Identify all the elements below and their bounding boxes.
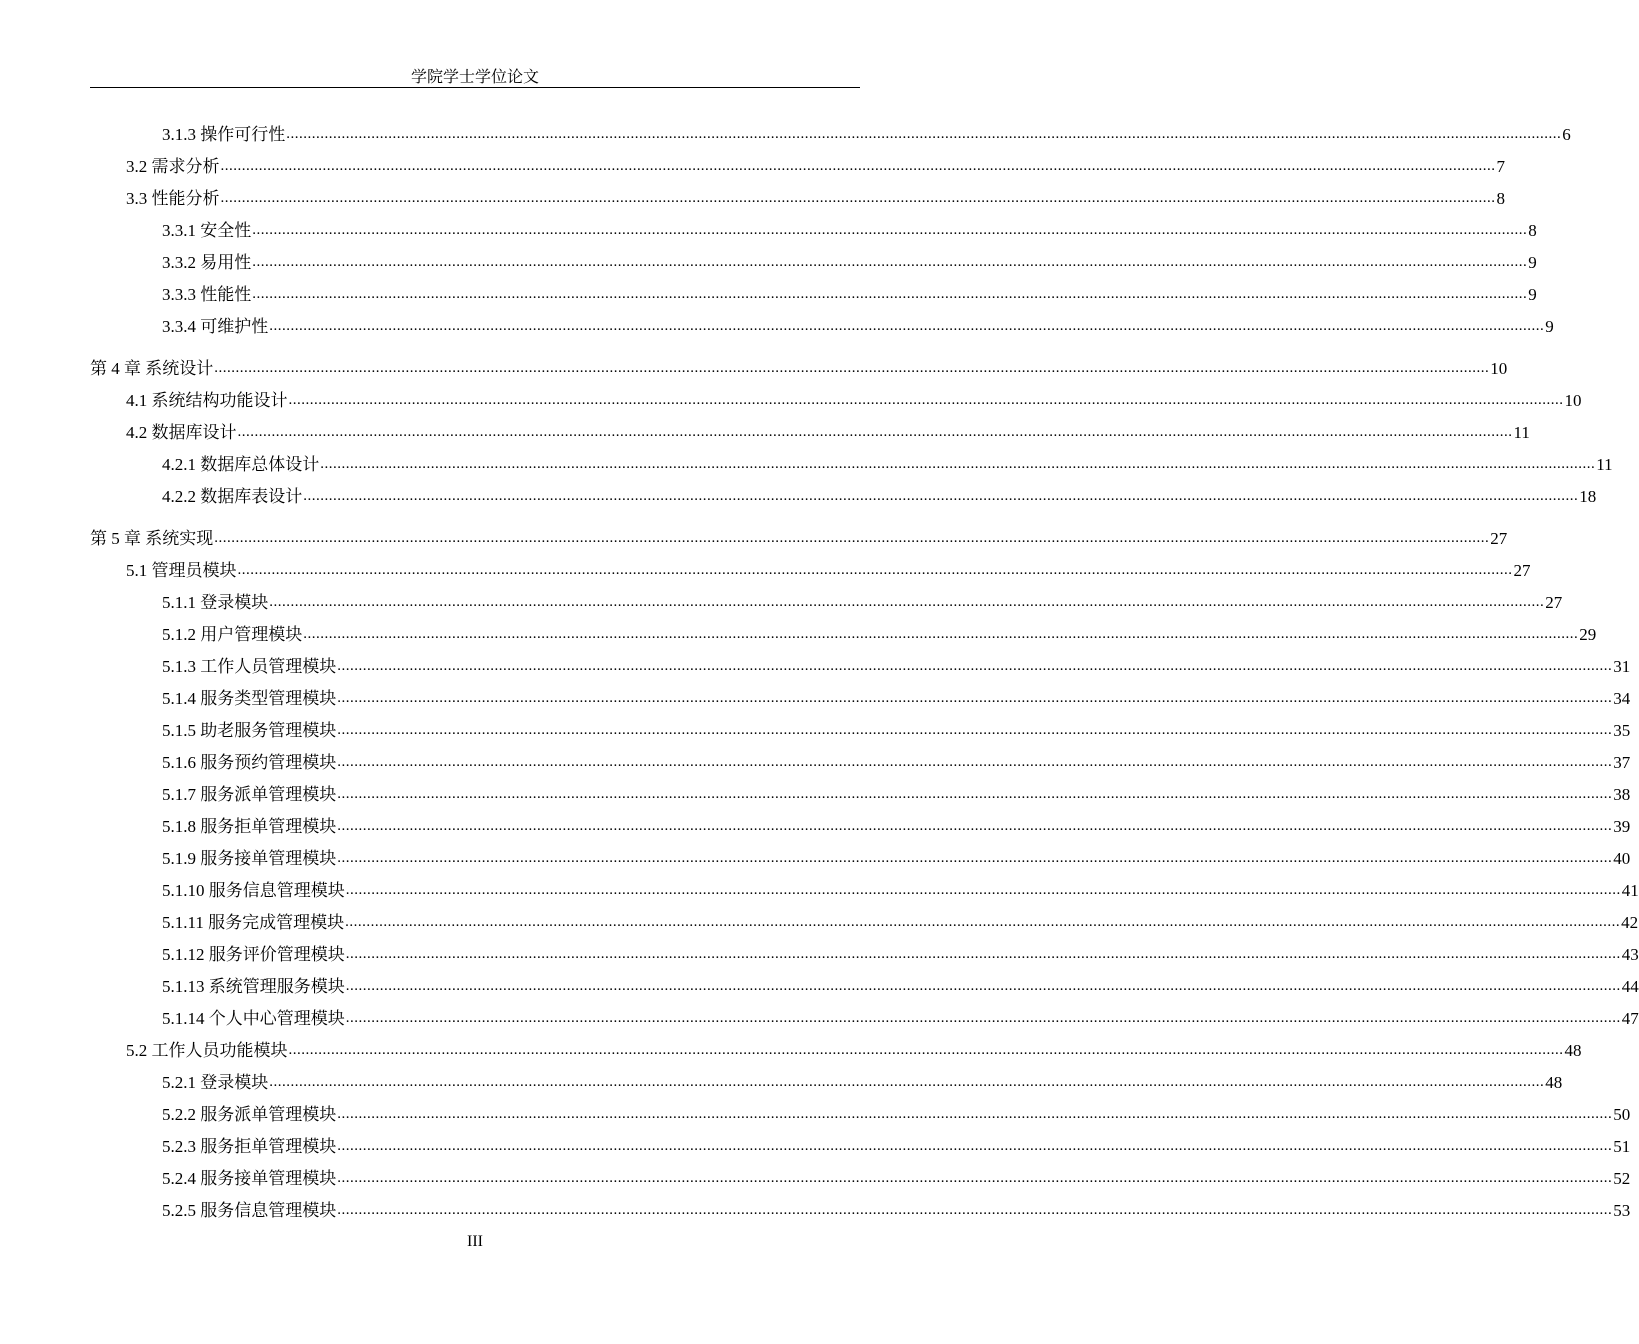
toc-entry-label: 5.1 管理员模块 <box>126 561 237 580</box>
toc-entry-label: 4.1 系统结构功能设计 <box>126 391 288 410</box>
toc-entry-page: 53 <box>1613 1201 1631 1220</box>
toc-entry[interactable] <box>90 968 1639 998</box>
toc-entry-page: 11 <box>1596 455 1613 474</box>
toc-entry-label: 3.3.1 安全性 <box>162 221 252 240</box>
toc-entry-page: 51 <box>1613 1137 1631 1156</box>
toc-entry-label: 5.2.3 服务拒单管理模块 <box>162 1137 337 1156</box>
toc-entry[interactable] <box>90 1128 1631 1158</box>
toc-entry-page: 40 <box>1613 849 1631 868</box>
toc-entry-page: 29 <box>1579 625 1597 644</box>
toc-entry-label: 3.2 需求分析 <box>126 157 220 176</box>
toc-entry[interactable] <box>90 1160 1631 1190</box>
toc-dot-leader: ............................................................................................................................................................................................................................................................................................................ <box>269 318 1545 334</box>
toc-entry-label: 5.2.1 登录模块 <box>162 1073 269 1092</box>
toc-dot-leader: ............................................................................................................................................................................................................................................................................................................ <box>345 1010 1621 1026</box>
toc-dot-leader: ............................................................................................................................................................................................................................................................................................................ <box>269 1074 1545 1090</box>
toc-entry[interactable] <box>90 148 1505 178</box>
toc-dot-leader: ............................................................................................................................................................................................................................................................................................................ <box>337 722 1613 738</box>
toc-entry-page: 10 <box>1564 391 1582 410</box>
toc-chapter-entry[interactable] <box>90 520 1508 550</box>
toc-dot-leader: ............................................................................................................................................................................................................................................................................................................ <box>345 978 1621 994</box>
toc-entry[interactable] <box>90 648 1631 678</box>
toc-entry-page: 44 <box>1621 977 1639 996</box>
toc-dot-leader: ............................................................................................................................................................................................................................................................................................................ <box>337 1202 1613 1218</box>
toc-entry-label: 3.3 性能分析 <box>126 189 220 208</box>
toc-entry[interactable] <box>90 776 1631 806</box>
toc-entry-page: 27 <box>1545 593 1563 612</box>
toc-entry-label: 3.3.3 性能性 <box>162 285 252 304</box>
toc-entry-label: 4.2 数据库设计 <box>126 423 237 442</box>
toc-entry-page: 43 <box>1621 945 1639 964</box>
toc-dot-leader: ............................................................................................................................................................................................................................................................................................................ <box>288 1042 1564 1058</box>
toc-entry[interactable] <box>90 616 1597 646</box>
toc-entry-page: 50 <box>1613 1105 1631 1124</box>
toc-dot-leader: ............................................................................................................................................................................................................................................................................................................ <box>214 530 1490 546</box>
toc-entry-page: 48 <box>1545 1073 1563 1092</box>
toc-dot-leader: ............................................................................................................................................................................................................................................................................................................ <box>252 254 1528 270</box>
header-rule <box>90 87 860 88</box>
toc-dot-leader: ............................................................................................................................................................................................................................................................................................................ <box>337 754 1613 770</box>
toc-entry-label: 5.1.5 助老服务管理模块 <box>162 721 337 740</box>
toc-entry[interactable] <box>90 276 1537 306</box>
toc-dot-leader: ............................................................................................................................................................................................................................................................................................................ <box>337 1170 1613 1186</box>
toc-entry-label: 4.2.1 数据库总体设计 <box>162 455 320 474</box>
toc-entry-page: 41 <box>1621 881 1639 900</box>
toc-entry-page: 11 <box>1513 423 1530 442</box>
toc-entry[interactable] <box>90 872 1639 902</box>
toc-entry-page: 52 <box>1613 1169 1631 1188</box>
toc-entry-page: 39 <box>1613 817 1631 836</box>
toc-dot-leader: ............................................................................................................................................................................................................................................................................................................ <box>237 424 1513 440</box>
toc-dot-leader: ............................................................................................................................................................................................................................................................................................................ <box>220 158 1496 174</box>
toc-dot-leader: ............................................................................................................................................................................................................................................................................................................ <box>286 126 1562 142</box>
toc-entry-label: 5.1.9 服务接单管理模块 <box>162 849 337 868</box>
toc-entry-page: 7 <box>1496 157 1505 176</box>
toc-dot-leader: ............................................................................................................................................................................................................................................................................................................ <box>252 286 1528 302</box>
toc-entry-page: 8 <box>1496 189 1505 208</box>
toc-dot-leader: ............................................................................................................................................................................................................................................................................................................ <box>345 946 1621 962</box>
toc-entry-page: 38 <box>1613 785 1631 804</box>
toc-entry-label: 5.2.4 服务接单管理模块 <box>162 1169 337 1188</box>
toc-entry-label: 5.1.3 工作人员管理模块 <box>162 657 337 676</box>
toc-entry[interactable] <box>90 744 1631 774</box>
toc-entry-label: 5.2 工作人员功能模块 <box>126 1041 288 1060</box>
toc-entry-page: 27 <box>1513 561 1531 580</box>
toc-entry-label: 3.3.4 可维护性 <box>162 317 269 336</box>
toc-entry-page: 47 <box>1621 1009 1639 1028</box>
toc-dot-leader: ............................................................................................................................................................................................................................................................................................................ <box>337 786 1613 802</box>
toc-entry-page: 35 <box>1613 721 1631 740</box>
toc-entry-label: 5.1.11 服务完成管理模块 <box>162 913 345 932</box>
toc-entry[interactable] <box>90 808 1631 838</box>
toc-entry-label: 5.1.2 用户管理模块 <box>162 625 303 644</box>
toc-entry[interactable] <box>90 584 1563 614</box>
toc-dot-leader: ............................................................................................................................................................................................................................................................................................................ <box>337 818 1613 834</box>
toc-entry[interactable] <box>90 212 1537 242</box>
toc-entry-page: 9 <box>1528 285 1537 304</box>
toc-entry-label: 5.1.14 个人中心管理模块 <box>162 1009 345 1028</box>
toc-dot-leader: ............................................................................................................................................................................................................................................................................................................ <box>337 850 1613 866</box>
running-header: 学院学士学位论文 <box>410 69 539 86</box>
toc-dot-leader: ............................................................................................................................................................................................................................................................................................................ <box>337 1138 1613 1154</box>
toc-entry-page: 18 <box>1579 487 1597 506</box>
toc-dot-leader: ............................................................................................................................................................................................................................................................................................................ <box>337 1106 1613 1122</box>
toc-entry[interactable] <box>90 478 1597 508</box>
toc-entry[interactable] <box>90 382 1582 412</box>
toc-entry-label: 5.1.4 服务类型管理模块 <box>162 689 337 708</box>
toc-entry[interactable] <box>90 1192 1631 1222</box>
toc-entry-page: 37 <box>1613 753 1631 772</box>
toc-dot-leader: ............................................................................................................................................................................................................................................................................................................ <box>252 222 1528 238</box>
toc-dot-leader: ............................................................................................................................................................................................................................................................................................................ <box>269 594 1545 610</box>
toc-chapter-entry[interactable] <box>90 350 1508 380</box>
toc-entry[interactable] <box>90 308 1554 338</box>
toc-entry-page: 42 <box>1621 913 1639 932</box>
toc-entry-label: 5.1.1 登录模块 <box>162 593 269 612</box>
toc-dot-leader: ............................................................................................................................................................................................................................................................................................................ <box>345 914 1621 930</box>
toc-dot-leader: ............................................................................................................................................................................................................................................................................................................ <box>303 488 1579 504</box>
toc-entry[interactable] <box>90 180 1505 210</box>
page-number: III <box>467 1233 483 1250</box>
toc-entry-page: 10 <box>1490 359 1508 378</box>
toc-entry-label: 5.1.8 服务拒单管理模块 <box>162 817 337 836</box>
toc-entry-label: 第 5 章 系统实现 <box>90 529 214 548</box>
toc-entry-label: 4.2.2 数据库表设计 <box>162 487 303 506</box>
toc-entry[interactable] <box>90 116 1571 146</box>
toc-entry-label: 5.1.13 系统管理服务模块 <box>162 977 345 996</box>
toc-entry[interactable] <box>90 840 1631 870</box>
toc-dot-leader: ............................................................................................................................................................................................................................................................................................................ <box>345 882 1621 898</box>
toc-entry-page: 27 <box>1490 529 1508 548</box>
toc-entry-label: 5.2.2 服务派单管理模块 <box>162 1105 337 1124</box>
toc-entry[interactable] <box>90 244 1537 274</box>
toc-entry-page: 34 <box>1613 689 1631 708</box>
toc-entry-label: 5.1.10 服务信息管理模块 <box>162 881 345 900</box>
toc-entry[interactable] <box>90 904 1639 934</box>
toc-entry-label: 5.2.5 服务信息管理模块 <box>162 1201 337 1220</box>
toc-entry-label: 5.1.6 服务预约管理模块 <box>162 753 337 772</box>
toc-entry-label: 3.3.2 易用性 <box>162 253 252 272</box>
toc-entry[interactable] <box>90 1064 1563 1094</box>
toc-dot-leader: ............................................................................................................................................................................................................................................................................................................ <box>337 690 1613 706</box>
toc-entry[interactable] <box>90 1000 1639 1030</box>
toc-entry-page: 9 <box>1528 253 1537 272</box>
toc-entry-page: 31 <box>1613 657 1631 676</box>
toc-entry-label: 5.1.7 服务派单管理模块 <box>162 785 337 804</box>
toc-dot-leader: ............................................................................................................................................................................................................................................................................................................ <box>337 658 1613 674</box>
toc-entry-label: 第 4 章 系统设计 <box>90 359 214 378</box>
toc-entry[interactable] <box>90 1096 1631 1126</box>
toc-dot-leader: ............................................................................................................................................................................................................................................................................................................ <box>320 456 1596 472</box>
toc-entry[interactable] <box>90 446 1613 476</box>
toc-dot-leader: ............................................................................................................................................................................................................................................................................................................ <box>237 562 1513 578</box>
toc-dot-leader: ............................................................................................................................................................................................................................................................................................................ <box>220 190 1496 206</box>
toc-entry-page: 8 <box>1528 221 1537 240</box>
toc-entry[interactable] <box>90 552 1531 582</box>
toc-entry[interactable] <box>90 712 1631 742</box>
toc-entry[interactable] <box>90 414 1530 444</box>
toc-dot-leader: ............................................................................................................................................................................................................................................................................................................ <box>288 392 1564 408</box>
toc-entry-page: 48 <box>1564 1041 1582 1060</box>
toc-entry-page: 9 <box>1545 317 1554 336</box>
toc-entry-label: 5.1.12 服务评价管理模块 <box>162 945 345 964</box>
toc-entry[interactable] <box>90 936 1639 966</box>
toc-dot-leader: ............................................................................................................................................................................................................................................................................................................ <box>214 360 1490 376</box>
toc-entry-page: 6 <box>1562 125 1571 144</box>
toc-entry[interactable] <box>90 680 1631 710</box>
toc-entry[interactable] <box>90 1032 1582 1062</box>
toc-entry-label: 3.1.3 操作可行性 <box>162 125 286 144</box>
toc-dot-leader: ............................................................................................................................................................................................................................................................................................................ <box>303 626 1579 642</box>
